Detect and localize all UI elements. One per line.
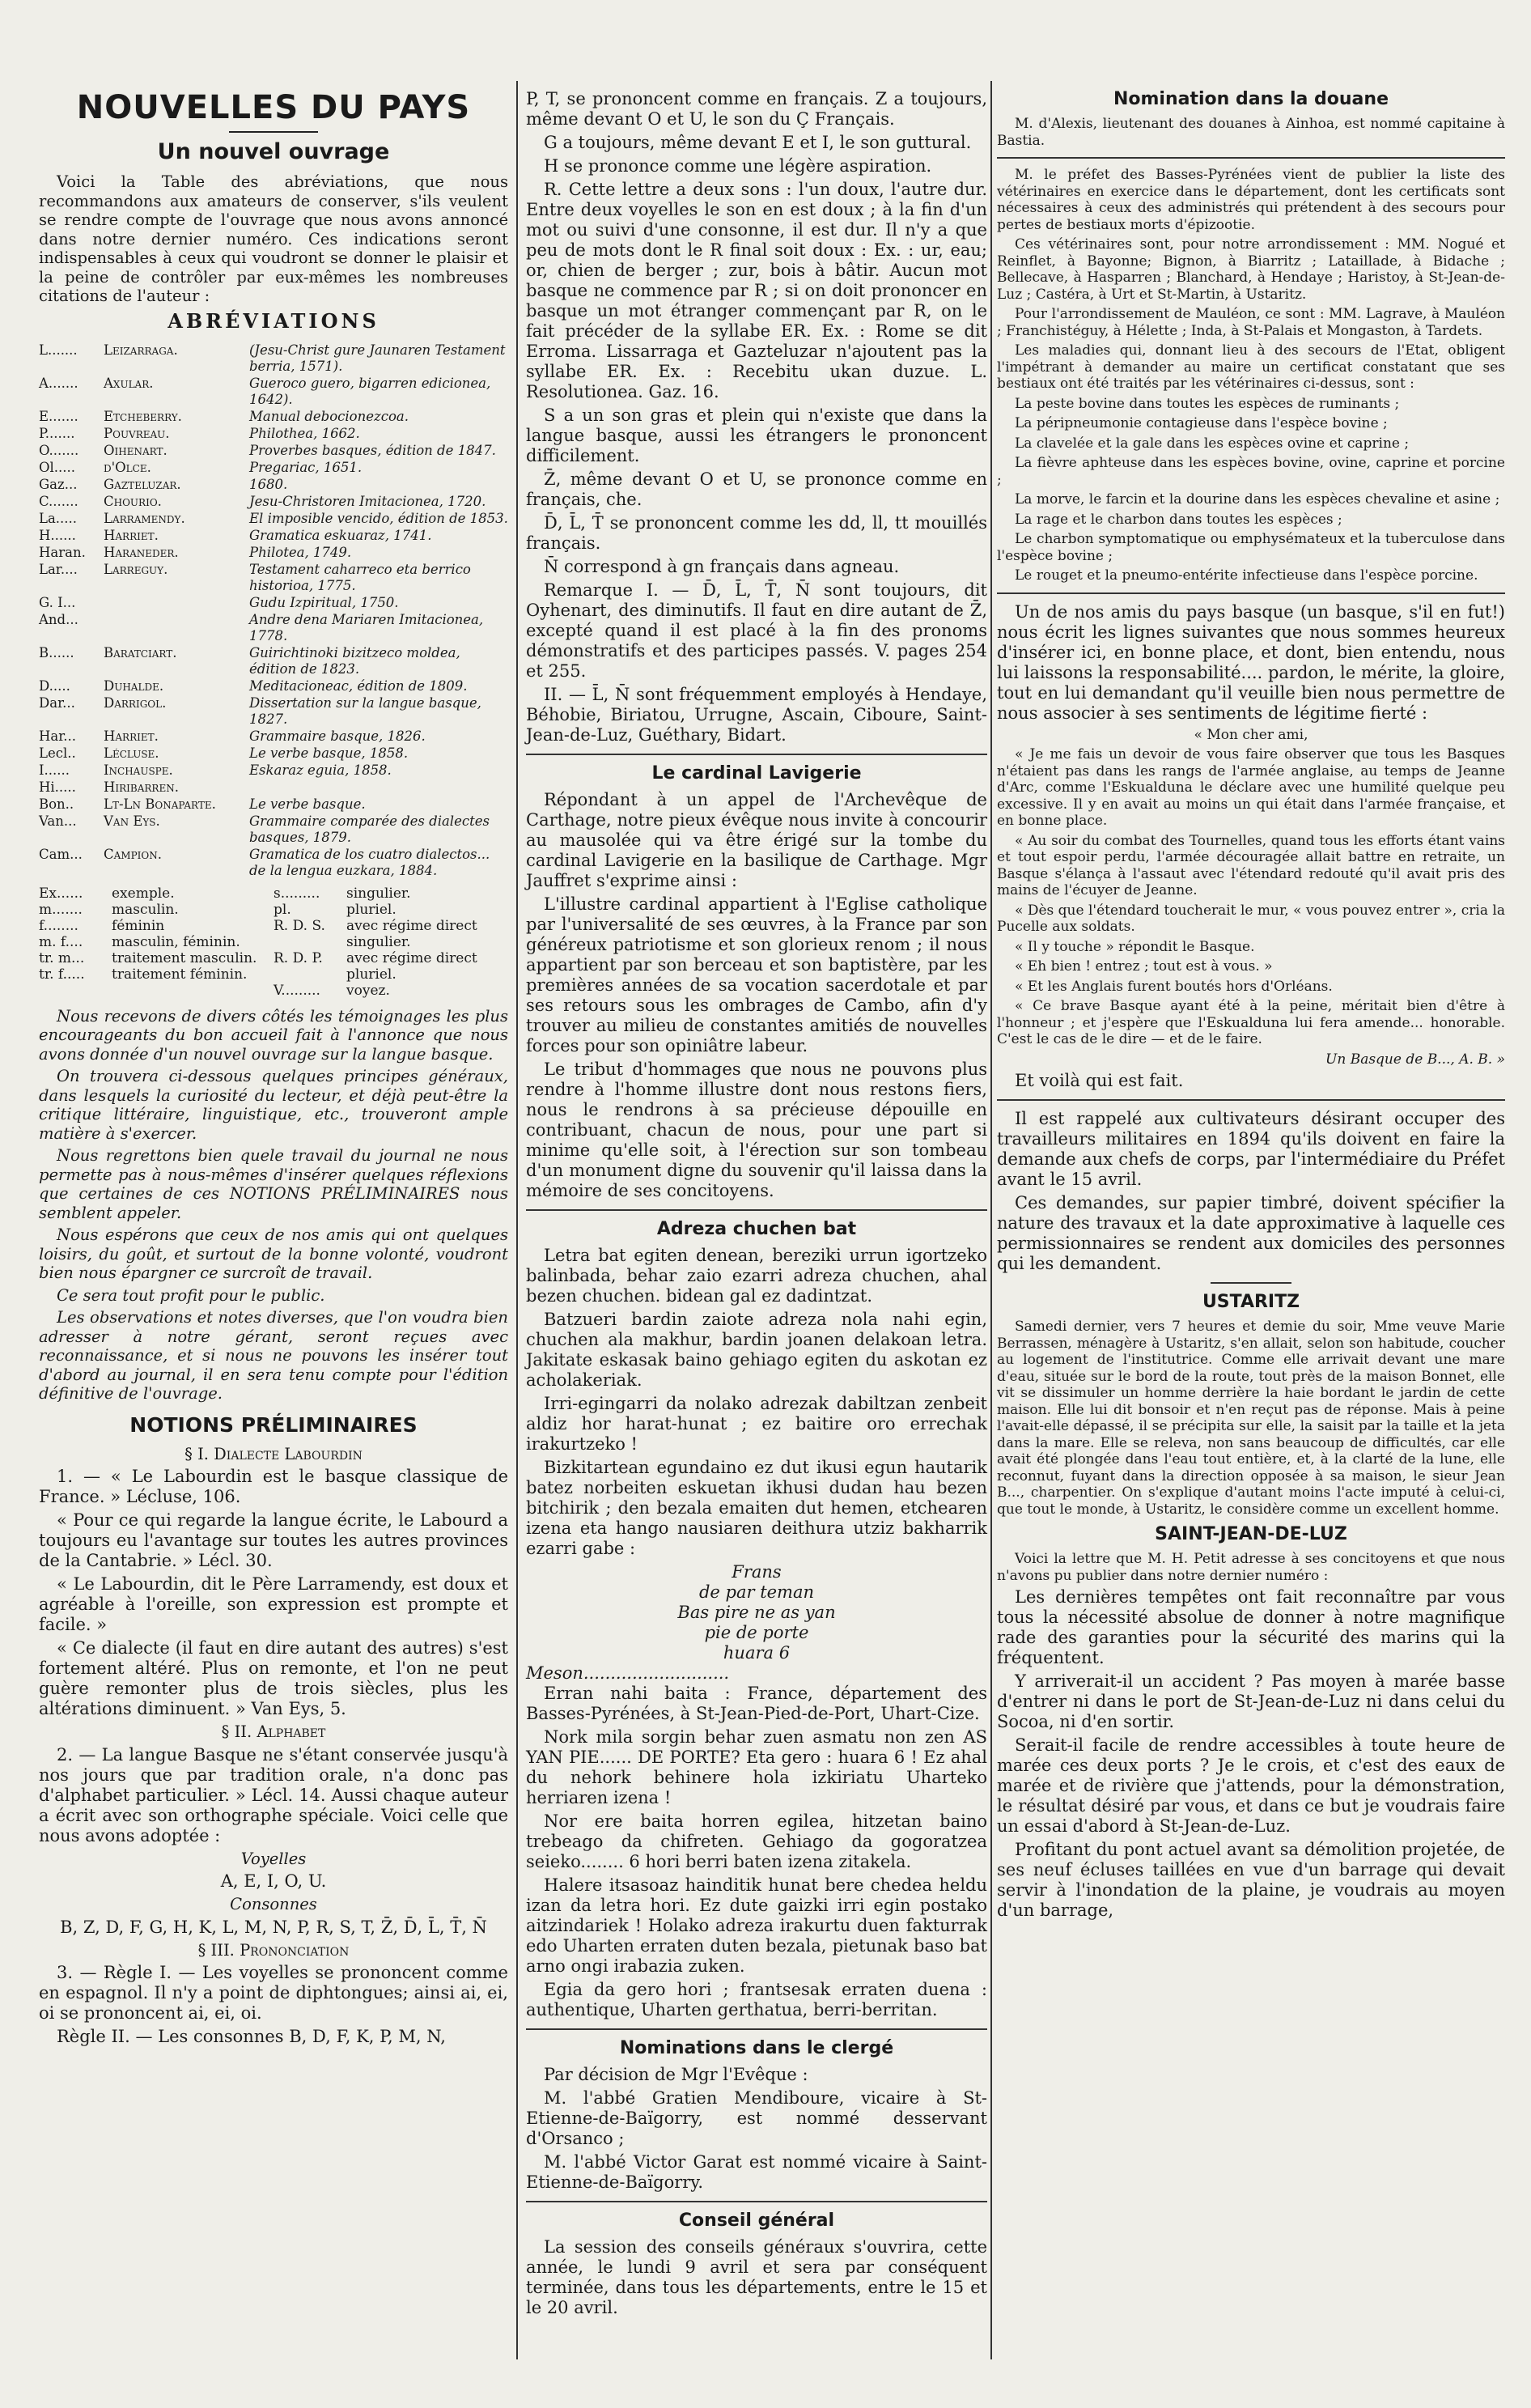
abbreviation-author: Leizarraga.: [104, 342, 178, 358]
abbreviation-row: [39, 460, 508, 476]
column-rule: [516, 81, 518, 2359]
column-3: [997, 89, 1505, 1924]
abbreviation-key: Van...: [39, 813, 77, 829]
consonnes: B, Z, D, F, G, H, K, L, M, N, P, R, S, T, Z̄, D̄, L̄, T̄, N̄: [60, 1917, 487, 1937]
grammar-right-list: [274, 885, 508, 999]
article-separator: [997, 1099, 1505, 1101]
grammar-key: R. D. P.: [274, 949, 323, 966]
grammar-key: Ex......: [39, 885, 83, 902]
grammar-value: pluriel.: [346, 901, 397, 918]
abbreviation-author: Pouvreau.: [104, 425, 170, 441]
grammar-row: [274, 983, 508, 999]
abbreviation-key: E.......: [39, 408, 78, 424]
abbreviation-work: (Jesu-Christ gure Jaunaren Testament berria, 1571).: [249, 342, 506, 374]
grammar-abbreviations: [39, 885, 508, 999]
letter-paragraph: « Eh bien ! entrez ; tout est à vous. »: [1015, 958, 1273, 975]
grammar-value: exemple.: [112, 885, 175, 902]
paragraph: Halere itsasoaz hainditik hunat bere chedea heldu izan da letra hori. Ez dute gaizki irri egin postako aitzindariek ! Holako adreza irakurtu duen fakturrak edo Uharten erraten duten bezala, pietunak baso bat arno ongi irabazia zuken.: [526, 1875, 987, 1976]
paragraph: Par décision de Mgr l'Evêque :: [544, 2065, 808, 2084]
paragraph: Le rouget et la pneumo-entérite infectieuse dans l'espèce porcine.: [1015, 567, 1478, 584]
abbreviation-row: [39, 409, 508, 425]
abbreviation-key: H......: [39, 527, 76, 543]
abbreviation-author: Duhalde.: [104, 677, 164, 694]
editor-note: On trouvera ci-dessous quelques principes généraux, dans lesquels la curiosité du lecteur, et déjà peut-être la critique littéraire, linguistique, etc., trouveront ample matière à s'exercer.: [39, 1067, 508, 1143]
abbreviation-key: Har...: [39, 728, 77, 744]
abbreviation-work: Gueroco guero, bigarren edicionea, 1642).: [249, 375, 491, 407]
abbreviation-work: Eskaraz eguia, 1858.: [249, 762, 392, 778]
paragraph: La fièvre aphteuse dans les espèces bovine, ovine, caprine et porcine ;: [997, 455, 1505, 488]
poem-line: Bas pire ne as yan: [677, 1603, 836, 1622]
abbreviation-key: Lar....: [39, 561, 78, 577]
article-separator: [526, 2201, 987, 2202]
abbreviation-work: El imposible vencido, édition de 1853.: [249, 510, 508, 526]
address-poem: [526, 1562, 987, 1684]
paragraph: M. l'abbé Gratien Mendiboure, vicaire à St-Etienne-de-Baïgorry, est nommé desservant d'Orsanco ;: [526, 2088, 987, 2148]
abbreviation-row: [39, 612, 508, 644]
article-separator: [1211, 1282, 1291, 1284]
article-separator: [526, 2028, 987, 2030]
paragraph: Samedi dernier, vers 7 heures et demie du soir, Mme veuve Marie Berrassen, ménagère à Ustaritz, s'en allait, selon son habitude, coucher au logement de l'institutrice. Comme elle arrivait devant une mare d'eau, située sur le bord de la route, tout près de la maison Bonnet, elle vit se dissimuler un homme derrière la haie bordant le jardin de cette maison. Elle lui dit bonsoir et n'en reçut pas de réponse. Mais à peine l'avait-elle dépassé, il se précipita sur elle, la saisit par la taille et la jeta dans la mare. Elle se releva, non sans beaucoup de difficultés, car elle avait été plongée dans l'eau tout entière, et, à la clarté de la lune, elle reconnut, fuyant dans la direction opposée à sa maison, le sieur Jean B..., charpentier. On s'explique d'autant moins l'acte imputé à celui-ci, que tout le monde, à Ustaritz, le considère comme un excellent homme.: [997, 1319, 1505, 1518]
abbreviations-list: [39, 342, 508, 879]
paragraph: 3. — Règle I. — Les voyelles se prononcent comme en espagnol. Il n'y a point de diphtongues; ainsi ai, ei, oi se prononcent ai, ei, oi.: [39, 1963, 508, 2023]
grammar-left-list: [39, 885, 274, 999]
paragraph: Batzueri bardin zaiote adreza nola nahi egin, chuchen ala makhur, bardin joanen delakoan letra. Jakitate eskasak baino gehiago egiten du askotan ez acholakeriak.: [526, 1310, 987, 1390]
paragraph: II. — L̄, N̄ sont fréquemment employés à Hendaye, Béhobie, Biriatou, Urrugne, Ascain, Ciboure, Saint-Jean-de-Luz, Guéthary, Bidart.: [526, 685, 987, 745]
paragraph: R. Cette lettre a deux sons : l'un doux, l'autre dur. Entre deux voyelles le son en est doux ; à la fin d'un mot ou suivi d'une consonne, il est dur. Il n'y a que peu de mots dont le R final soit doux : Ex. : ur, eau; or, chien de berger ; zur, bois à bâtir. Aucun mot basque ne commence par R ; si on doit prononcer en basque un mot étranger commençant par R, on le fait précéder de la syllabe ER. Ex. : Rome se dit Erroma. Lissarraga et Gazteluzar n'ajoutent pas la syllabe ER. Ex. : Recebitu ukan duzue. L. Resolutionea. Gaz. 16.: [526, 180, 987, 401]
paragraph: Erran nahi baita : France, département des Basses-Pyrénées, à St-Jean-Pied-de-Port, Uhart-Cize.: [526, 1684, 987, 1723]
abbreviation-author: Lécluse.: [104, 745, 159, 761]
abbreviation-work: Dissertation sur la langue basque, 1827.: [249, 694, 481, 727]
paragraph: P, T, se prononcent comme en français. Z a toujours, même devant O et U, le son du Ç Français.: [526, 89, 987, 129]
column-1: [39, 89, 508, 2050]
letter-paragraph: « Je me fais un devoir de vous faire observer que tous les Basques n'étaient pas dans les rangs de l'armée anglaise, au temps de Jeanne d'Arc, comme l'Eskualduna le déclare avec une humilité quelque peu excessive. Il y en avait au moins un qui était dans l'armée française, et en bonne place.: [997, 746, 1505, 829]
paragraph: La morve, le farcin et la dourine dans les espèces chevaline et asine ;: [1015, 491, 1500, 508]
grammar-value: masculin, féminin.: [112, 933, 240, 950]
abbreviation-author: Etcheberry.: [104, 408, 182, 424]
column-2: [526, 89, 987, 2321]
paragraph: Il est rappelé aux cultivateurs désirant occuper des travailleurs militaires en 1894 qu'ils doivent en faire la demande aux chefs de corps, par l'intermédiaire du Préfet avant le 15 avril.: [997, 1109, 1505, 1189]
paragraph: Irri-egingarri da nolako adrezak dabiltzan zenbeit aldiz hor harat-hunat ; ez baitire oro errechak irakurtzeko !: [526, 1394, 987, 1454]
abbreviation-author: Baratciart.: [104, 644, 177, 660]
poem-line: de par teman: [698, 1582, 815, 1602]
consonnes-label: Consonnes: [230, 1895, 317, 1913]
article-title: Conseil général: [678, 2211, 835, 2231]
grammar-row: [274, 885, 508, 902]
paragraph: Egia da gero hori ; frantsesak erraten duena : authentique, Uharten gerthatua, berri-berritan.: [526, 1980, 987, 2019]
article-separator: [997, 157, 1505, 159]
poem-line: Frans: [732, 1562, 782, 1582]
poem-line: Meson...........................: [526, 1663, 730, 1683]
abbreviation-work: Philothea, 1662.: [249, 425, 360, 441]
column-rule: [990, 81, 992, 2359]
abbreviation-author: Oihenart.: [104, 442, 168, 458]
paragraph: Nor ere baita horren egilea, hitzetan baino trebeago da chifreten. Gehiago da gogoratzea seieko........ 6 hori berri baten izena zitakela.: [526, 1811, 987, 1871]
section-title: Un nouvel ouvrage: [157, 139, 390, 164]
paragraph: « Pour ce qui regarde la langue écrite, le Labourd a toujours eu l'avantage sur toutes les autres provinces de la Cantabrie. » Lécl. 30.: [39, 1510, 508, 1570]
editor-note: Nous recevons de divers côtés les témoignages les plus encourageants du bon accueil fait à l'annonce que nous avons donnée d'un nouvel ouvrage sur la langue basque.: [39, 1006, 508, 1064]
abbreviation-author: Hiribarren.: [104, 779, 179, 795]
paragraph: M. d'Alexis, lieutenant des douanes à Ainhoa, est nommé capitaine à Bastia.: [997, 116, 1505, 149]
abbreviation-key: Cam...: [39, 846, 83, 862]
article-separator: [997, 592, 1505, 594]
grammar-value: voyez.: [346, 982, 390, 999]
grammar-key: s.........: [274, 885, 320, 902]
abbreviation-row: [39, 528, 508, 544]
paragraph: 1. — « Le Labourdin est le basque classique de France. » Lécluse, 106.: [39, 1467, 508, 1506]
letter-paragraph: « Il y touche » répondit le Basque.: [1015, 938, 1255, 955]
paragraph: Y arriverait-il un accident ? Pas moyen à marée basse d'entrer ni dans le port de St-Jean-de-Luz ni dans celui du Socoa, ni d'en sortir.: [997, 1671, 1505, 1731]
abbreviation-author: d'Olce.: [104, 459, 151, 475]
abbreviation-work: Proverbes basques, édition de 1847.: [249, 442, 496, 458]
abbreviation-key: And...: [39, 611, 78, 627]
abbreviation-key: C.......: [39, 493, 78, 509]
abbreviation-work: Gramatica de los cuatro dialectos... de la lengua euzkara, 1884.: [249, 846, 490, 878]
grammar-row: [39, 918, 274, 934]
abbreviation-key: A.......: [39, 375, 78, 391]
article-title: Nominations dans le clergé: [619, 2038, 894, 2058]
abbreviation-row: [39, 847, 508, 879]
paragraph: D̄, L̄, T̄ se prononcent comme les dd, ll, tt mouillés français.: [526, 513, 987, 553]
article-title: Adreza chuchen bat: [656, 1219, 857, 1239]
abbreviation-key: I......: [39, 762, 70, 778]
grammar-value: avec régime direct singulier.: [346, 917, 477, 950]
abbreviation-row: [39, 376, 508, 408]
paragraph: Ces vétérinaires sont, pour notre arrondissement : MM. Nogué et Reinflet, à Bayonne; Bignon, à Biarritz ; Lataillade, à Bidache ; Bellecave, à Hasparren ; Blanchard, à Hendaye ; Haristoy, à St-Jean-de-Luz ; Castéra, à Urt et St-Martin, à Ustaritz.: [997, 236, 1505, 303]
abbreviation-work: Testament caharreco eta berrico historioa, 1775.: [249, 561, 471, 593]
abbreviation-row: [39, 426, 508, 442]
quote-paragraph: L'illustre cardinal appartient à l'Eglise catholique par l'universalité de ses œuvres, à la France par son généreux patriotisme et son glorieux renom ; il nous appartient par son berceau et son baptistère, par les premières années de sa vocation sacerdotale et par ses retours sous les ombrages de Cambo, afin d'y trouver au milieu de constantes amitiés de nouvelles forces pour son opiniâtre labeur.: [526, 894, 987, 1055]
paragraph: 2. — La langue Basque ne s'étant conservée jusqu'à nos jours que par tradition orale, n'a donc pas d'alphabet particulier. » Lécl. 14. Aussi chaque auteur a écrit avec son orthographe spéciale. Voici celle que nous avons adoptée :: [39, 1744, 508, 1845]
notions-title: NOTIONS PRÉLIMINAIRES: [129, 1412, 418, 1437]
editor-note: Nous espérons que ceux de nos amis qui ont quelques loisirs, du goût, et surtout de la bonne volonté, voudront bien nous épargner ce surcroît de travail.: [39, 1225, 508, 1282]
abbreviation-row: [39, 477, 508, 493]
abbreviation-work: Grammaire basque, 1826.: [249, 728, 426, 744]
paragraph: La péripneumonie contagieuse dans l'espèce bovine ;: [1015, 415, 1388, 431]
abbreviation-work: 1680.: [249, 476, 288, 492]
article-title: USTARITZ: [1202, 1292, 1300, 1312]
paragraph: « Le Labourdin, dit le Père Larramendy, est doux et agréable à l'oreille, son expression est prompte et facile. »: [39, 1574, 508, 1634]
abbreviation-row: [39, 796, 508, 813]
abbreviation-row: [39, 494, 508, 510]
abbreviation-key: Lecl..: [39, 745, 76, 761]
abbreviation-author: Larramendy.: [104, 510, 185, 526]
paragraph: S a un son gras et plein qui n'existe que dans la langue basque, aussi les étrangers le prononcent difficilement.: [526, 406, 987, 465]
abbreviation-author: Larreguy.: [104, 561, 168, 577]
paragraph: N̄ correspond à gn français dans agneau.: [544, 557, 900, 576]
subsection-title: § III. Prononciation: [197, 1940, 350, 1960]
article-separator: [526, 754, 987, 755]
abbreviation-key: D.....: [39, 677, 70, 694]
abbreviation-work: Guirichtinoki bizitzeco moldea, édition de 1823.: [249, 644, 460, 677]
letter-salutation: « Mon cher ami,: [1194, 726, 1308, 743]
paragraph: La rage et le charbon dans toutes les espèces ;: [1015, 511, 1342, 528]
poem-line: huara 6: [723, 1643, 791, 1663]
voyelles-label: Voyelles: [240, 1849, 307, 1868]
grammar-value: avec régime direct pluriel.: [346, 949, 477, 983]
article-title: Le cardinal Lavigerie: [651, 763, 862, 784]
grammar-row: [39, 966, 274, 983]
abbreviations-title: ABRÉVIATIONS: [168, 308, 380, 333]
editor-note: Les observations et notes diverses, que l'on voudra bien adresser à notre gérant, seront reçues avec reconnaissance, et si nous ne pouvons les insérer tout d'abord au journal, il en sera tenu compte pour l'édition définitive de l'ouvrage.: [39, 1308, 508, 1403]
abbreviation-author: Lt-Ln Bonaparte.: [104, 796, 216, 812]
grammar-value: singulier.: [346, 885, 411, 902]
abbreviation-row: [39, 728, 508, 745]
grammar-row: [39, 934, 274, 950]
paragraph: Le charbon symptomatique ou emphysémateux et la tuberculose dans l'espèce bovine ;: [997, 531, 1505, 564]
abbreviation-work: Grammaire comparée des dialectes basques, 1879.: [249, 813, 490, 845]
paragraph: Pour l'arrondissement de Mauléon, ce sont : MM. Lagrave, à Mauléon ; Franchistéguy, à Hélette ; Inda, à St-Palais et Mongaston, à Tardets.: [997, 306, 1505, 339]
abbreviation-work: Gudu Izpiritual, 1750.: [249, 594, 399, 610]
grammar-row: [39, 902, 274, 918]
masthead: NOUVELLES DU PAYS: [76, 89, 471, 126]
abbreviation-author: Axular.: [104, 375, 154, 391]
letter-signature: Un Basque de B..., A. B. »: [1325, 1051, 1505, 1068]
paragraph: H se prononce comme une légère aspiration.: [544, 156, 932, 176]
grammar-row: [39, 885, 274, 902]
poem-line: pie de porte: [704, 1623, 809, 1642]
abbreviation-author: Inchauspe.: [104, 762, 173, 778]
abbreviation-row: [39, 342, 508, 375]
paragraph: Les maladies qui, donnant lieu à des secours de l'Etat, obligent l'impétrant à demander au maire un certificat constatant que ses bestiaux ont été traités par les vétérinaires ci-dessus, sont :: [997, 342, 1505, 392]
grammar-row: [274, 950, 508, 983]
article-separator: [526, 1209, 987, 1211]
paragraph: Letra bat egiten denean, bereziki urrun igortzeko balinbada, behar zaio ezarri adreza chuchen, ahal bezen chuchen. bidean gal ez dadintzat.: [526, 1246, 987, 1306]
abbreviation-author: Harriet.: [104, 527, 159, 543]
paragraph: M. l'abbé Victor Garat est nommé vicaire à Saint-Etienne-de-Baïgorry.: [526, 2152, 987, 2192]
subsection-title: § II. Alphabet: [221, 1722, 326, 1741]
abbreviation-work: Andre dena Mariaren Imitacionea, 1778.: [249, 611, 484, 643]
article-title: SAINT-JEAN-DE-LUZ: [1155, 1524, 1347, 1544]
paragraph: La peste bovine dans toutes les espèces de ruminants ;: [1015, 395, 1400, 412]
abbreviation-key: L.......: [39, 342, 78, 358]
letter-paragraph: « Et les Anglais furent boutés hors d'Orléans.: [1015, 978, 1333, 995]
abbreviation-key: Ol.....: [39, 459, 76, 475]
abbreviation-work: Gramatica eskuaraz, 1741.: [249, 527, 432, 543]
grammar-key: f........: [39, 917, 78, 934]
paragraph: La session des conseils généraux s'ouvrira, cette année, le lundi 9 avril et sera par conséquent terminée, dans tous les départements, entre le 15 et le 20 avril.: [526, 2237, 987, 2317]
quote-paragraph: Le tribut d'hommages que nous ne pouvons plus rendre à l'homme illustre dont nous restons fiers, nous le rendrons à sa précieuse dépouille en contribuant, chacun de nous, pour une part si minime qu'elle soit, à l'érection sur son tombeau d'un monument digne du souvenir qu'il laissa dans la mémoire de ses concitoyens.: [526, 1060, 987, 1200]
abbreviation-key: Hi.....: [39, 779, 76, 795]
grammar-key: pl.: [274, 901, 291, 918]
paragraph: « Ce dialecte (il faut en dire autant des autres) s'est fortement altéré. Plus on remonte, et l'on ne peut guère remonter plus de trois siècles, plus les altérations diminuent. » Van Eys, 5.: [39, 1638, 508, 1718]
abbreviation-work: [249, 779, 508, 796]
paragraph: Les dernières tempêtes ont fait reconnaître par vous tous la nécessité absolue de donner à notre magnifique rade des garanties pour la sécurité des marins qui la fréquentent.: [997, 1587, 1505, 1667]
abbreviation-row: [39, 745, 508, 762]
paragraph: Règle II. — Les consonnes B, D, F, K, P, M, N,: [57, 2027, 446, 2046]
abbreviation-work: Le verbe basque, 1858.: [249, 745, 409, 761]
abbreviation-key: P.......: [39, 425, 75, 441]
masthead-rule: [229, 131, 318, 133]
editor-note: Ce sera tout profit pour le public.: [57, 1285, 325, 1305]
abbreviation-work: Jesu-Christoren Imitacionea, 1720.: [249, 493, 486, 509]
intro-paragraph: Voici la Table des abréviations, que nous recommandons aux amateurs de conserver, s'ils veulent se rendre compte de l'ouvrage que nous avons annoncé dans notre dernier numéro. Ces indications seront indispensables à ceux qui voudront se donner le plaisir et la peine de contrôler par eux-mêmes les nombreuses citations de l'auteur :: [39, 172, 508, 305]
abbreviation-key: La.....: [39, 510, 78, 526]
abbreviation-row: [39, 645, 508, 677]
abbreviation-key: B......: [39, 644, 74, 660]
grammar-key: m.......: [39, 901, 83, 918]
abbreviation-author: [104, 612, 249, 644]
abbreviation-key: Gaz...: [39, 476, 78, 492]
abbreviation-row: [39, 678, 508, 694]
paragraph: Z̄, même devant O et U, se prononce comme en français, che.: [526, 469, 987, 509]
grammar-value: traitement féminin.: [112, 966, 248, 983]
grammar-value: masculin.: [112, 901, 179, 918]
abbreviation-row: [39, 779, 508, 796]
paragraph: Remarque I. — D̄, L̄, T̄, N̄ sont toujours, dit Oyhenart, des diminutifs. Il faut en dire autant de Z̄, excepté quand il est placé à la fin des pronoms démonstratifs et des participes passés. V. pages 254 et 255.: [526, 580, 987, 681]
abbreviation-row: [39, 443, 508, 459]
grammar-key: V.........: [274, 982, 320, 999]
abbreviation-key: O.......: [39, 442, 79, 458]
grammar-row: [39, 950, 274, 966]
letter-paragraph: « Au soir du combat des Tournelles, quand tous les efforts étant vains et tout espoir perdu, l'armée découragée allait battre en retraite, un Basque s'élança à l'assaut avec l'étendard redouté qu'il avait pris des mains de l'écuyer de Jeanne.: [997, 832, 1505, 898]
abbreviation-key: Dar...: [39, 694, 75, 711]
abbreviation-key: G. I...: [39, 594, 76, 610]
grammar-row: [274, 902, 508, 918]
paragraph: La clavelée et la gale dans les espèces ovine et caprine ;: [1015, 435, 1410, 452]
abbreviation-author: Campion.: [104, 846, 162, 862]
abbreviation-work: Manual debocionezcoa.: [249, 408, 409, 424]
grammar-key: tr. m...: [39, 949, 85, 966]
voyelles: A, E, I, O, U.: [220, 1871, 327, 1891]
grammar-key: R. D. S.: [274, 917, 325, 934]
editor-note: Nous regrettons bien quele travail du journal ne nous permette pas à nous-mêmes d'insérer quelques réflexions que certaines de ces NOTIONS PRÉLIMINAIRES nous semblent appeler.: [39, 1146, 508, 1222]
abbreviation-row: [39, 762, 508, 779]
abbreviation-author: Harriet.: [104, 728, 159, 744]
grammar-row: [274, 918, 508, 950]
grammar-value: traitement masculin.: [112, 949, 257, 966]
abbreviation-work: Meditacioneac, édition de 1809.: [249, 677, 468, 694]
paragraph: Et voilà qui est fait.: [1015, 1071, 1184, 1090]
paragraph: Nork mila sorgin behar zuen asmatu non zen AS YAN PIE...... DE PORTE? Eta gero : huara 6 ! Ez ahal du nehork behinere hola izkiriatu Uharteko herriaren izena !: [526, 1727, 987, 1807]
grammar-value: féminin: [112, 917, 165, 934]
paragraph: Voici la lettre que M. H. Petit adresse à ses concitoyens et que nous n'avons pu publier dans notre dernier numéro :: [997, 1551, 1505, 1584]
paragraph: Répondant à un appel de l'Archevêque de Carthage, notre pieux évêque nous invite à concourir au mausolée qui va être érigé sur la tombe du cardinal Lavigerie en la basilique de Carthage. Mgr Jauffret s'exprime ainsi :: [526, 790, 987, 890]
abbreviation-row: [39, 695, 508, 728]
paragraph: Profitant du pont actuel avant sa démolition projetée, de ses neuf écluses taillées en vue d'un barrage qui devait servir à l'inondation de la plaine, je voudrais au moyen d'un barrage,: [997, 1840, 1505, 1920]
abbreviation-work: Le verbe basque.: [249, 796, 366, 812]
paragraph: G a toujours, même devant E et I, le son guttural.: [544, 133, 972, 152]
paragraph: Bizkitartean egundaino ez dut ikusi egun hautarik batez norbeiten eskuetan ikhusi dudan hau bezen bitchirik ; den bezala emaiten dut hemen, etchearen izena eta hango nausiaren deithura utziz bakharrik ezarri gabe :: [526, 1458, 987, 1558]
letter-paragraph: « Dès que l'étendard toucherait le mur, « vous pouvez entrer », cria la Pucelle aux soldats.: [997, 902, 1505, 935]
abbreviation-key: Bon..: [39, 796, 74, 812]
letter-paragraph: « Ce brave Basque ayant été à la peine, méritait bien d'être à l'honneur ; et j'espère que l'Eskualduna lui fera amende... honorable. C'est le cas de le dire — et de le faire.: [997, 998, 1505, 1047]
abbreviation-row: [39, 511, 508, 527]
abbreviation-row: [39, 562, 508, 594]
subsection-title: § I. Dialecte Labourdin: [184, 1444, 363, 1463]
abbreviation-work: Philotea, 1749.: [249, 544, 352, 560]
abbreviation-row: [39, 813, 508, 846]
abbreviation-key: Haran.: [39, 544, 86, 560]
paragraph: Un de nos amis du pays basque (un basque, s'il en fut!) nous écrit les lignes suivantes que nous sommes heureux d'insérer ici, en bonne place, et dont, bien entendu, nous lui laissons la responsabilité.... pardon, le mérite, la gloire, tout en lui demandant qu'il veuille bien nous permettre de nous associer à ses sentiments de légitime fierté :: [997, 601, 1505, 723]
abbreviation-row: [39, 595, 508, 611]
abbreviation-author: Haraneder.: [104, 544, 179, 560]
abbreviation-author: [104, 595, 249, 611]
article-title: Nomination dans la douane: [1113, 89, 1389, 109]
grammar-key: tr. f.....: [39, 966, 85, 983]
grammar-key: m. f....: [39, 933, 83, 950]
paragraph: Serait-il facile de rendre accessibles à toute heure de marée ces deux ports ? Je le crois, et c'est des eaux de marée et de rivière que j'attends, pour la démonstration, le résultat désiré par vous, et dans ce but je voudrais faire un essai d'abord à St-Jean-de-Luz.: [997, 1735, 1505, 1836]
abbreviation-author: Chourio.: [104, 493, 162, 509]
abbreviation-row: [39, 545, 508, 561]
abbreviation-author: Gazteluzar.: [104, 476, 181, 492]
paragraph: Ces demandes, sur papier timbré, doivent spécifier la nature des travaux et la date approximative à laquelle ces permissionnaires se rendent aux domiciles des personnes qui les demandent.: [997, 1193, 1505, 1273]
paragraph: M. le préfet des Basses-Pyrénées vient de publier la liste des vétérinaires en exercice dans le département, dont les certificats sont nécessaires à ceux des administrés qui prétendent à des secours pour pertes de bestiaux morts d'épizootie.: [997, 167, 1505, 233]
abbreviation-author: Darrigol.: [104, 694, 167, 711]
abbreviation-author: Van Eys.: [104, 813, 160, 829]
abbreviation-work: Pregariac, 1651.: [249, 459, 363, 475]
